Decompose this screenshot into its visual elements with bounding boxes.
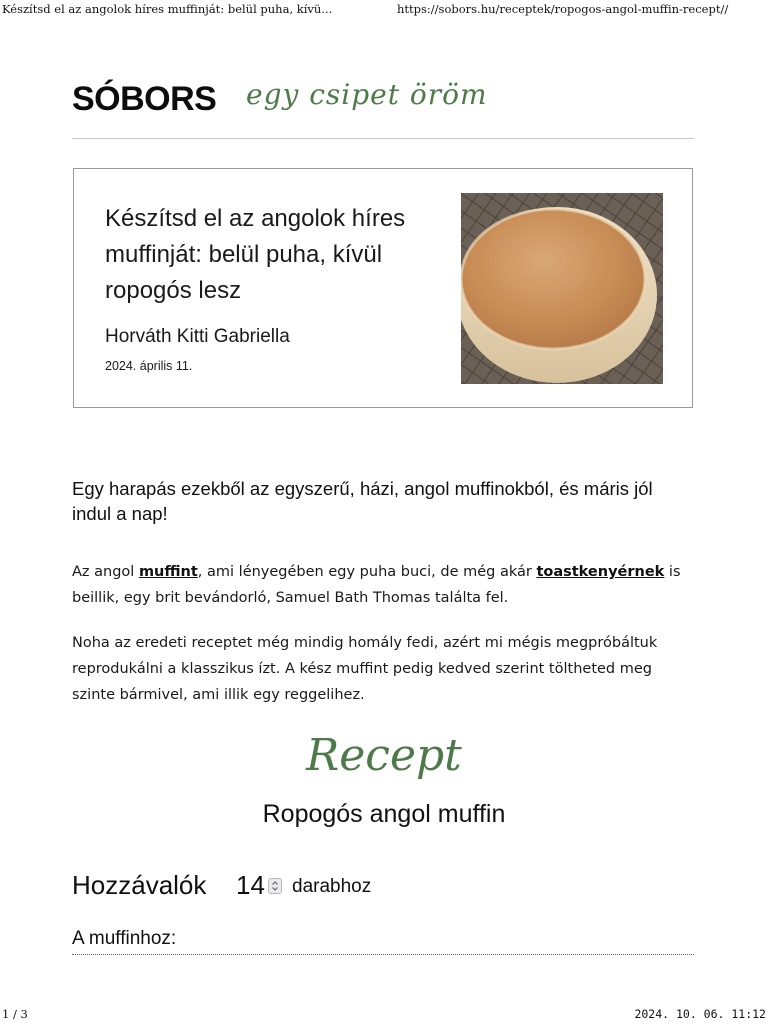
article-hero-card (73, 168, 693, 408)
print-header (0, 0, 768, 18)
paragraph-text: , ami lényegében egy puha buci, de még akár (197, 564, 537, 580)
article-paragraph-1 (72, 559, 694, 611)
paragraph-text: Az angol (72, 564, 139, 580)
print-page-title: Készítsd el az angolok híres muffinját: belül puha, kívü... (2, 2, 333, 16)
recipe-script-label: Recept (306, 730, 462, 781)
article-author[interactable]: Horváth Kitti Gabriella (105, 326, 290, 347)
muffin-link[interactable]: muffint (138, 564, 198, 580)
ingredients-section-heading: A muffinhoz: (72, 928, 694, 955)
servings-stepper[interactable] (268, 878, 282, 894)
article-title: Készítsd el az angolok híres muffinját: belül puha, kívül ropogós lesz (105, 205, 406, 304)
paragraph-text: is beillik, egy brit bevándorló, Samuel Bath Thomas találta fel. (72, 564, 681, 606)
article-paragraph-2: Noha az eredeti receptet még mindig homály fedi, azért mi mégis megpróbáltuk reprodukálni a klasszikus ízt. A kész muffint pedig kedved szerint töltheted meg szinte bármivel, ami illik egy reggelihez. (72, 635, 658, 703)
article-date: 2024. április 11. (105, 359, 193, 373)
site-header (72, 76, 694, 139)
site-logo[interactable]: SÓBORS (72, 80, 217, 118)
stepper-arrows-icon (269, 879, 281, 893)
article-lead: Egy harapás ezekből az egyszerű, házi, angol muffinokból, és máris jól indul a nap! (72, 478, 653, 524)
print-footer (0, 1006, 768, 1024)
servings-value[interactable]: 14 (236, 870, 265, 900)
ingredients-heading: Hozzávalók (72, 870, 207, 900)
print-datetime: 2024. 10. 06. 11:12 (634, 1007, 766, 1021)
ingredients-header (72, 870, 694, 906)
servings-unit: darabhoz (292, 876, 372, 897)
toast-bread-link[interactable]: toastkenyérnek (536, 564, 665, 580)
recipe-title: Ropogós angol muffin (262, 800, 506, 828)
print-page-number: 1 / 3 (2, 1007, 28, 1021)
site-tagline: egy csipet öröm (246, 78, 488, 111)
print-page-url: https://sobors.hu/receptek/ropogos-angol-muffin-recept// (397, 2, 729, 16)
muffin-photo (461, 193, 663, 384)
